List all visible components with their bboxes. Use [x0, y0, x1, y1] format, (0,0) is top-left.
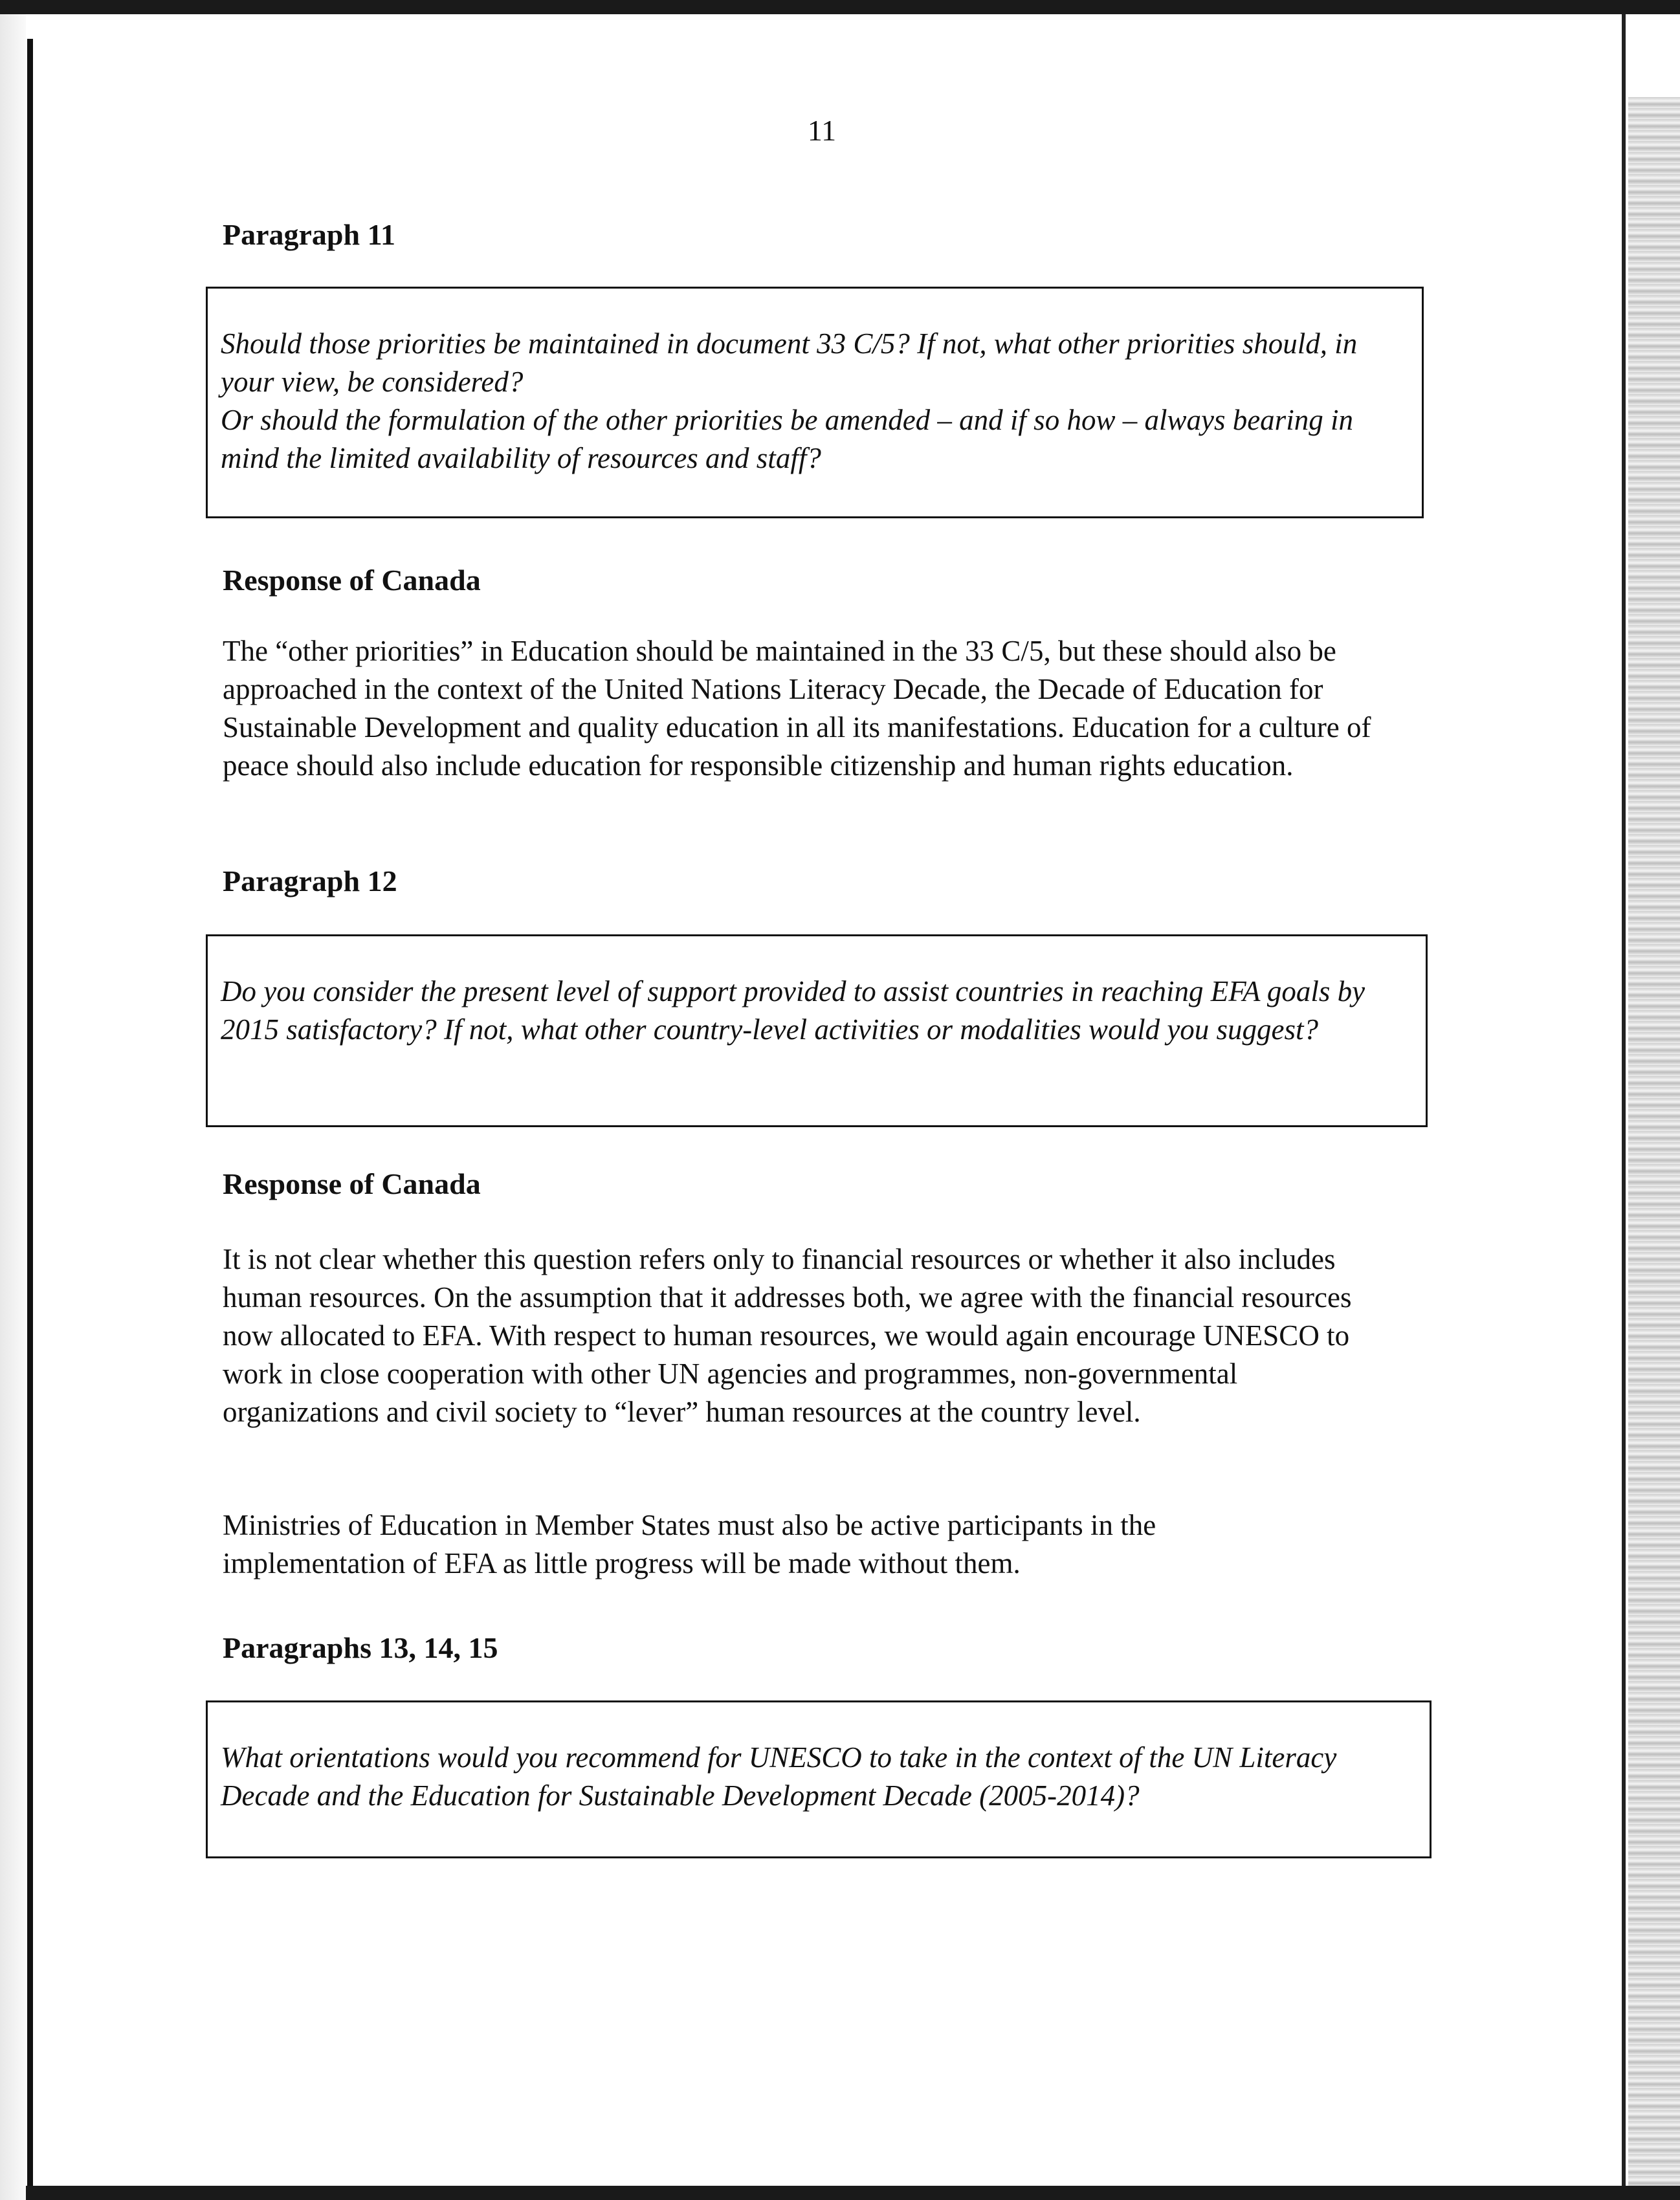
section-heading: Paragraph 12 — [223, 864, 397, 897]
question-box — [206, 287, 1424, 518]
section-heading: Paragraph 11 — [223, 218, 396, 251]
response-paragraph: It is not clear whether this question refers only to financial resources or whether it also includes human resources. On the assumption that it addresses both, we agree with the financial resources now allocated to EFA. With respect to human resources, we would again encourage UNESCO to work in close cooperation with other UN agencies and programmes, non-governmental organizations and civil society to “lever” human resources at the country level. — [223, 1243, 1352, 1428]
question-text: Or should the formulation of the other priorities be amended – and if so how – always bearing in mind the limited availability of resources and staff? — [221, 404, 1353, 474]
question-text: What orientations would you recommend for UNESCO to take in the context of the UN Literacy Decade and the Education for Sustainable Development Decade (2005-2014)? — [221, 1741, 1337, 1812]
response-heading: Response of Canada — [223, 1167, 481, 1200]
question-text: Should those priorities be maintained in document 33 C/5? If not, what other priorities should, in your view, be considered? — [221, 327, 1358, 398]
scan-border-right — [1622, 14, 1626, 2200]
scan-shadow-left — [0, 14, 26, 2200]
section-heading: Paragraphs 13, 14, 15 — [223, 1631, 498, 1664]
scan-noise-right — [1628, 97, 1680, 2200]
response-heading: Response of Canada — [223, 564, 481, 597]
page-number: 11 — [807, 114, 837, 147]
response-paragraph: Ministries of Education in Member States must also be active participants in the implementation of EFA as little progress will be made without them. — [223, 1509, 1156, 1579]
scan-border-left — [27, 39, 33, 2187]
scan-border-bottom — [26, 2186, 1680, 2200]
question-text: Do you consider the present level of support provided to assist countries in reaching EFA goals by 2015 satisfactory? If not, what other country-level activities or modalities would you suggest? — [221, 975, 1365, 1046]
response-paragraph: The “other priorities” in Education should be maintained in the 33 C/5, but these should also be approached in the context of the United Nations Literacy Decade, the Decade of Education for Sustainable Development and quality education in all its manifestations. Education for a culture of peace should also include education for responsible citizenship and human rights education. — [223, 635, 1371, 782]
scan-border-top — [0, 0, 1680, 14]
question-box — [206, 934, 1428, 1127]
question-box — [206, 1700, 1431, 1858]
